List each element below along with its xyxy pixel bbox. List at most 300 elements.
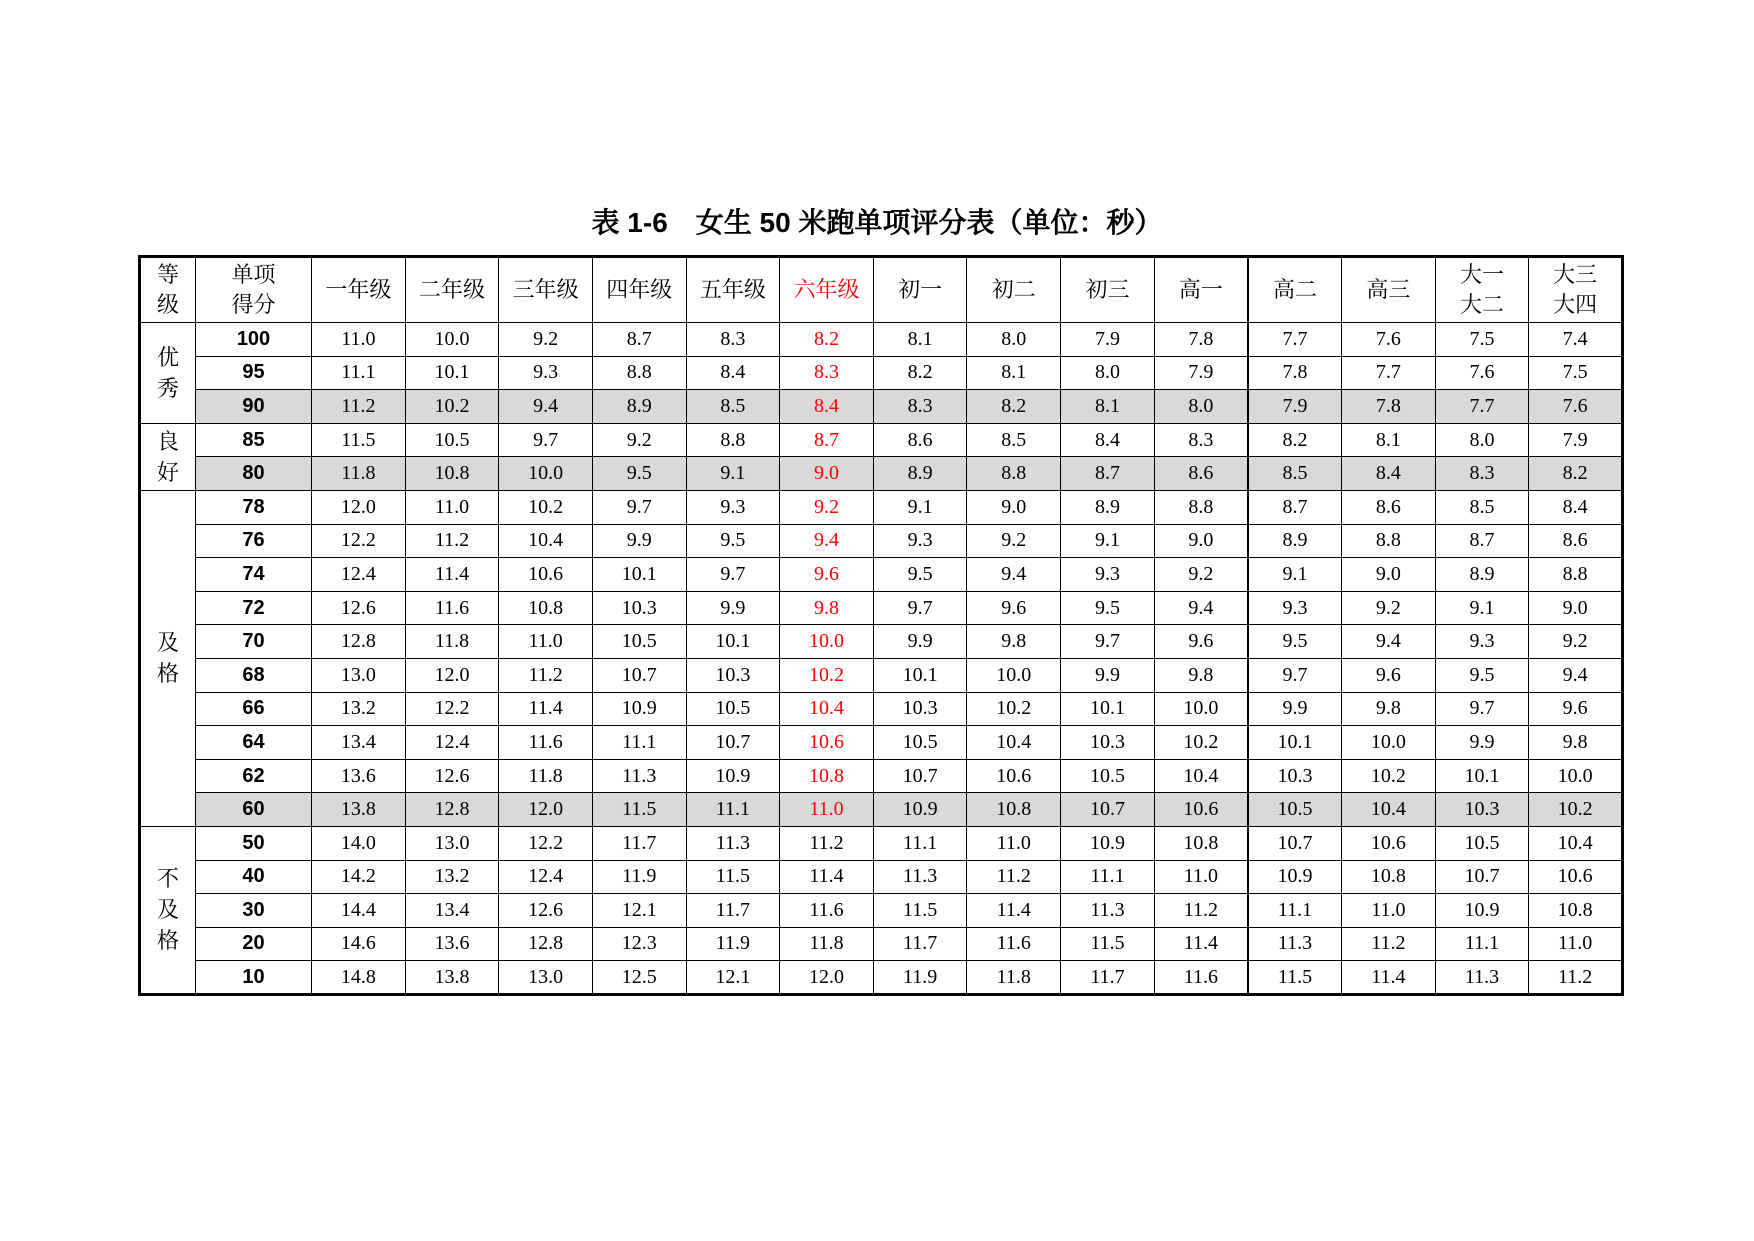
grade-column-header-line: 三年级: [512, 277, 579, 302]
time-cell: 10.3: [1435, 793, 1529, 827]
time-cell: 10.7: [592, 658, 686, 692]
time-cell: 10.6: [967, 759, 1061, 793]
time-cell: 10.9: [592, 692, 686, 726]
time-cell: 8.7: [780, 423, 874, 457]
time-cell: 8.0: [1154, 390, 1248, 424]
time-cell: 10.0: [780, 625, 874, 659]
score-row: [140, 524, 1623, 558]
time-cell: 9.8: [967, 625, 1061, 659]
grade-column-header-line: 二年级: [418, 277, 485, 302]
grade-column-header: [405, 257, 499, 323]
grade-column-header-line: 大一: [1460, 262, 1505, 287]
time-cell: 12.4: [405, 726, 499, 760]
time-cell: 11.2: [1154, 894, 1248, 928]
time-cell: 11.0: [780, 793, 874, 827]
score-cell: 76: [196, 524, 312, 558]
time-cell: 12.4: [312, 558, 406, 592]
score-row: [140, 826, 1623, 860]
time-cell: 12.2: [312, 524, 406, 558]
time-cell: 10.1: [686, 625, 780, 659]
time-cell: 9.3: [873, 524, 967, 558]
time-cell: 10.3: [1061, 726, 1155, 760]
time-cell: 7.5: [1529, 356, 1623, 390]
time-cell: 12.8: [499, 927, 593, 961]
time-cell: 9.6: [1342, 658, 1436, 692]
time-cell: 9.0: [967, 490, 1061, 524]
grade-column-header-line: 大四: [1553, 292, 1598, 317]
time-cell: 13.2: [405, 860, 499, 894]
time-cell: 8.4: [1342, 457, 1436, 491]
time-cell: 12.0: [312, 490, 406, 524]
grade-level-cell: [140, 423, 196, 490]
time-cell: 8.1: [873, 323, 967, 357]
time-cell: 11.6: [405, 591, 499, 625]
time-cell: 8.5: [686, 390, 780, 424]
time-cell: 11.2: [967, 860, 1061, 894]
time-cell: 8.8: [1529, 558, 1623, 592]
time-cell: 11.8: [967, 961, 1061, 995]
score-row: [140, 625, 1623, 659]
grade-column-header: [1248, 257, 1342, 323]
score-row: [140, 793, 1623, 827]
time-cell: 8.2: [873, 356, 967, 390]
time-cell: 9.2: [967, 524, 1061, 558]
grade-column-header-line: 六年级: [793, 277, 860, 302]
time-cell: 10.1: [1248, 726, 1342, 760]
time-cell: 11.6: [967, 927, 1061, 961]
time-cell: 14.6: [312, 927, 406, 961]
time-cell: 10.9: [1248, 860, 1342, 894]
scoring-table: [138, 255, 1624, 996]
time-cell: 10.8: [1529, 894, 1623, 928]
time-cell: 13.0: [405, 826, 499, 860]
time-cell: 10.7: [873, 759, 967, 793]
score-cell: 30: [196, 894, 312, 928]
time-cell: 10.1: [405, 356, 499, 390]
time-cell: 11.1: [592, 726, 686, 760]
table-header: [140, 257, 1623, 323]
time-cell: 8.3: [873, 390, 967, 424]
time-cell: 11.3: [1435, 961, 1529, 995]
time-cell: 10.5: [592, 625, 686, 659]
time-cell: 10.5: [686, 692, 780, 726]
grade-column-header-line: 初三: [1085, 277, 1130, 302]
time-cell: 11.2: [1342, 927, 1436, 961]
time-cell: 10.8: [1154, 826, 1248, 860]
time-cell: 9.4: [967, 558, 1061, 592]
time-cell: 10.6: [780, 726, 874, 760]
time-cell: 9.6: [1529, 692, 1623, 726]
time-cell: 7.7: [1435, 390, 1529, 424]
time-cell: 13.4: [405, 894, 499, 928]
grade-column-header-line: 大二: [1460, 292, 1505, 317]
time-cell: 7.7: [1342, 356, 1436, 390]
score-row: [140, 356, 1623, 390]
time-cell: 10.3: [1248, 759, 1342, 793]
time-cell: 9.6: [1154, 625, 1248, 659]
time-cell: 12.0: [499, 793, 593, 827]
time-cell: 11.2: [780, 826, 874, 860]
time-cell: 9.5: [1061, 591, 1155, 625]
time-cell: 9.6: [967, 591, 1061, 625]
time-cell: 11.6: [499, 726, 593, 760]
time-cell: 9.4: [1342, 625, 1436, 659]
time-cell: 11.9: [873, 961, 967, 995]
time-cell: 10.4: [1154, 759, 1248, 793]
grade-column-header-line: 大三: [1553, 262, 1598, 287]
time-cell: 10.0: [1342, 726, 1436, 760]
time-cell: 10.4: [1342, 793, 1436, 827]
item-score-header: [196, 257, 312, 323]
time-cell: 8.5: [967, 423, 1061, 457]
time-cell: 9.0: [1154, 524, 1248, 558]
time-cell: 12.3: [592, 927, 686, 961]
time-cell: 9.1: [686, 457, 780, 491]
time-cell: 8.7: [1248, 490, 1342, 524]
time-cell: 9.2: [780, 490, 874, 524]
time-cell: 10.4: [1529, 826, 1623, 860]
time-cell: 12.4: [499, 860, 593, 894]
score-cell: 78: [196, 490, 312, 524]
time-cell: 13.6: [405, 927, 499, 961]
score-row: [140, 658, 1623, 692]
score-row: [140, 860, 1623, 894]
time-cell: 12.6: [312, 591, 406, 625]
time-cell: 8.6: [1154, 457, 1248, 491]
time-cell: 11.3: [1061, 894, 1155, 928]
time-cell: 8.2: [1248, 423, 1342, 457]
time-cell: 13.6: [312, 759, 406, 793]
time-cell: 11.3: [686, 826, 780, 860]
score-cell: 80: [196, 457, 312, 491]
score-cell: 40: [196, 860, 312, 894]
time-cell: 8.3: [1435, 457, 1529, 491]
time-cell: 14.2: [312, 860, 406, 894]
time-cell: 11.0: [312, 323, 406, 357]
time-cell: 8.4: [1529, 490, 1623, 524]
time-cell: 9.0: [1342, 558, 1436, 592]
time-cell: 10.9: [873, 793, 967, 827]
time-cell: 10.3: [592, 591, 686, 625]
time-cell: 11.0: [1529, 927, 1623, 961]
time-cell: 9.5: [592, 457, 686, 491]
time-cell: 10.0: [405, 323, 499, 357]
time-cell: 9.0: [1529, 591, 1623, 625]
time-cell: 10.5: [405, 423, 499, 457]
time-cell: 7.9: [1061, 323, 1155, 357]
time-cell: 11.6: [1154, 961, 1248, 995]
time-cell: 9.2: [592, 423, 686, 457]
grade-level-label: 好: [156, 459, 179, 485]
time-cell: 8.5: [1435, 490, 1529, 524]
time-cell: 9.1: [1061, 524, 1155, 558]
score-cell: 50: [196, 826, 312, 860]
time-cell: 7.8: [1342, 390, 1436, 424]
time-cell: 9.9: [686, 591, 780, 625]
grade-column-header-line: 高二: [1272, 277, 1317, 302]
time-cell: 13.2: [312, 692, 406, 726]
time-cell: 8.1: [967, 356, 1061, 390]
time-cell: 13.8: [405, 961, 499, 995]
time-cell: 8.3: [780, 356, 874, 390]
time-cell: 11.0: [405, 490, 499, 524]
time-cell: 13.0: [499, 961, 593, 995]
grade-column-header-line: 四年级: [606, 277, 673, 302]
time-cell: 8.8: [686, 423, 780, 457]
time-cell: 13.0: [312, 658, 406, 692]
time-cell: 9.5: [873, 558, 967, 592]
time-cell: 8.2: [967, 390, 1061, 424]
grade-column-header: [1342, 257, 1436, 323]
grade-column-header: [1061, 257, 1155, 323]
time-cell: 10.9: [1061, 826, 1155, 860]
time-cell: 10.7: [1248, 826, 1342, 860]
time-cell: 10.4: [967, 726, 1061, 760]
item-score-header-line: 得分: [231, 292, 276, 317]
time-cell: 11.5: [686, 860, 780, 894]
time-cell: 9.6: [780, 558, 874, 592]
time-cell: 12.2: [405, 692, 499, 726]
time-cell: 11.8: [312, 457, 406, 491]
time-cell: 11.8: [780, 927, 874, 961]
time-cell: 8.3: [1154, 423, 1248, 457]
time-cell: 12.6: [405, 759, 499, 793]
time-cell: 10.7: [1061, 793, 1155, 827]
time-cell: 10.8: [780, 759, 874, 793]
time-cell: 10.1: [873, 658, 967, 692]
time-cell: 8.8: [1154, 490, 1248, 524]
time-cell: 9.5: [1248, 625, 1342, 659]
time-cell: 11.7: [1061, 961, 1155, 995]
grade-level-cell: [140, 323, 196, 424]
time-cell: 8.2: [1529, 457, 1623, 491]
time-cell: 10.6: [1529, 860, 1623, 894]
score-cell: 62: [196, 759, 312, 793]
time-cell: 7.8: [1248, 356, 1342, 390]
time-cell: 10.0: [1154, 692, 1248, 726]
score-cell: 68: [196, 658, 312, 692]
time-cell: 10.5: [1248, 793, 1342, 827]
time-cell: 11.3: [592, 759, 686, 793]
time-cell: 11.5: [1248, 961, 1342, 995]
grade-column-header: [1435, 257, 1529, 323]
grade-column-header: [312, 257, 406, 323]
time-cell: 7.4: [1529, 323, 1623, 357]
time-cell: 9.8: [1154, 658, 1248, 692]
time-cell: 10.2: [499, 490, 593, 524]
time-cell: 7.6: [1342, 323, 1436, 357]
time-cell: 12.1: [686, 961, 780, 995]
time-cell: 10.4: [499, 524, 593, 558]
time-cell: 9.9: [873, 625, 967, 659]
time-cell: 11.6: [780, 894, 874, 928]
time-cell: 11.4: [405, 558, 499, 592]
time-cell: 7.6: [1529, 390, 1623, 424]
time-cell: 11.1: [686, 793, 780, 827]
time-cell: 10.0: [1529, 759, 1623, 793]
time-cell: 7.5: [1435, 323, 1529, 357]
time-cell: 9.7: [686, 558, 780, 592]
grade-column-header-line: 一年级: [325, 277, 392, 302]
time-cell: 11.3: [873, 860, 967, 894]
time-cell: 10.7: [686, 726, 780, 760]
time-cell: 8.5: [1248, 457, 1342, 491]
time-cell: 11.8: [499, 759, 593, 793]
table-body: [140, 323, 1623, 995]
grade-column-header: [1154, 257, 1248, 323]
time-cell: 8.9: [1435, 558, 1529, 592]
time-cell: 9.1: [1248, 558, 1342, 592]
time-cell: 8.8: [592, 356, 686, 390]
time-cell: 7.9: [1248, 390, 1342, 424]
time-cell: 8.4: [1061, 423, 1155, 457]
time-cell: 10.5: [1061, 759, 1155, 793]
time-cell: 8.6: [1342, 490, 1436, 524]
time-cell: 8.9: [592, 390, 686, 424]
time-cell: 9.8: [1529, 726, 1623, 760]
time-cell: 14.8: [312, 961, 406, 995]
time-cell: 11.7: [592, 826, 686, 860]
time-cell: 8.9: [1248, 524, 1342, 558]
score-row: [140, 457, 1623, 491]
time-cell: 9.3: [1061, 558, 1155, 592]
grade-level-label: 格: [156, 661, 179, 687]
time-cell: 11.8: [405, 625, 499, 659]
time-cell: 10.0: [499, 457, 593, 491]
time-cell: 9.3: [686, 490, 780, 524]
time-cell: 8.2: [780, 323, 874, 357]
time-cell: 9.2: [1529, 625, 1623, 659]
time-cell: 9.9: [1435, 726, 1529, 760]
grade-column-header-line: 高一: [1178, 277, 1223, 302]
time-cell: 12.2: [499, 826, 593, 860]
item-score-header-line: 单项: [231, 262, 276, 287]
time-cell: 8.7: [592, 323, 686, 357]
score-row: [140, 927, 1623, 961]
score-row: [140, 390, 1623, 424]
time-cell: 12.8: [405, 793, 499, 827]
time-cell: 11.5: [312, 423, 406, 457]
time-cell: 9.4: [499, 390, 593, 424]
time-cell: 9.4: [1529, 658, 1623, 692]
time-cell: 14.0: [312, 826, 406, 860]
time-cell: 9.9: [1061, 658, 1155, 692]
time-cell: 12.1: [592, 894, 686, 928]
time-cell: 8.6: [1529, 524, 1623, 558]
time-cell: 8.9: [873, 457, 967, 491]
time-cell: 8.7: [1061, 457, 1155, 491]
time-cell: 10.8: [405, 457, 499, 491]
score-row: [140, 961, 1623, 995]
time-cell: 11.9: [686, 927, 780, 961]
time-cell: 10.8: [1342, 860, 1436, 894]
time-cell: 9.1: [873, 490, 967, 524]
grade-level-cell: [140, 826, 196, 994]
time-cell: 12.5: [592, 961, 686, 995]
time-cell: 8.3: [686, 323, 780, 357]
time-cell: 8.4: [780, 390, 874, 424]
time-cell: 9.0: [780, 457, 874, 491]
grade-column-header: [592, 257, 686, 323]
time-cell: 9.7: [1435, 692, 1529, 726]
time-cell: 11.0: [499, 625, 593, 659]
grade-level-header: [140, 257, 196, 323]
time-cell: 7.9: [1529, 423, 1623, 457]
time-cell: 11.5: [592, 793, 686, 827]
score-cell: 66: [196, 692, 312, 726]
time-cell: 10.0: [967, 658, 1061, 692]
time-cell: 11.1: [873, 826, 967, 860]
time-cell: 9.2: [1342, 591, 1436, 625]
time-cell: 11.4: [499, 692, 593, 726]
time-cell: 9.7: [1061, 625, 1155, 659]
time-cell: 10.1: [1435, 759, 1529, 793]
score-row: [140, 423, 1623, 457]
score-row: [140, 323, 1623, 357]
time-cell: 8.4: [686, 356, 780, 390]
time-cell: 11.3: [1248, 927, 1342, 961]
time-cell: 9.2: [499, 323, 593, 357]
time-cell: 10.6: [499, 558, 593, 592]
time-cell: 7.7: [1248, 323, 1342, 357]
grade-level-label: 及: [156, 630, 179, 656]
grade-column-header: [873, 257, 967, 323]
time-cell: 10.1: [1061, 692, 1155, 726]
score-row: [140, 894, 1623, 928]
time-cell: 10.4: [780, 692, 874, 726]
time-cell: 9.7: [1248, 658, 1342, 692]
time-cell: 11.4: [1342, 961, 1436, 995]
time-cell: 11.1: [312, 356, 406, 390]
grade-level-label: 及: [156, 897, 179, 923]
time-cell: 9.9: [592, 524, 686, 558]
time-cell: 11.1: [1248, 894, 1342, 928]
grade-level-header-line: 等: [156, 262, 179, 287]
time-cell: 10.6: [1342, 826, 1436, 860]
time-cell: 13.4: [312, 726, 406, 760]
time-cell: 7.9: [1154, 356, 1248, 390]
grade-column-header-line: 初二: [991, 277, 1036, 302]
time-cell: 9.7: [592, 490, 686, 524]
header-row: [140, 257, 1623, 323]
time-cell: 8.1: [1061, 390, 1155, 424]
score-cell: 95: [196, 356, 312, 390]
grade-level-label: 优: [156, 344, 179, 370]
time-cell: 10.2: [967, 692, 1061, 726]
time-cell: 12.8: [312, 625, 406, 659]
time-cell: 7.6: [1435, 356, 1529, 390]
time-cell: 7.8: [1154, 323, 1248, 357]
time-cell: 9.5: [686, 524, 780, 558]
score-cell: 74: [196, 558, 312, 592]
score-cell: 70: [196, 625, 312, 659]
grade-column-header: [499, 257, 593, 323]
score-cell: 10: [196, 961, 312, 995]
time-cell: 11.1: [1061, 860, 1155, 894]
time-cell: 8.9: [1061, 490, 1155, 524]
grade-column-header: [1529, 257, 1623, 323]
score-row: [140, 692, 1623, 726]
time-cell: 8.0: [967, 323, 1061, 357]
time-cell: 9.4: [780, 524, 874, 558]
time-cell: 11.0: [967, 826, 1061, 860]
time-cell: 9.1: [1435, 591, 1529, 625]
time-cell: 9.3: [499, 356, 593, 390]
score-cell: 85: [196, 423, 312, 457]
time-cell: 9.3: [1435, 625, 1529, 659]
time-cell: 11.2: [499, 658, 593, 692]
time-cell: 12.6: [499, 894, 593, 928]
